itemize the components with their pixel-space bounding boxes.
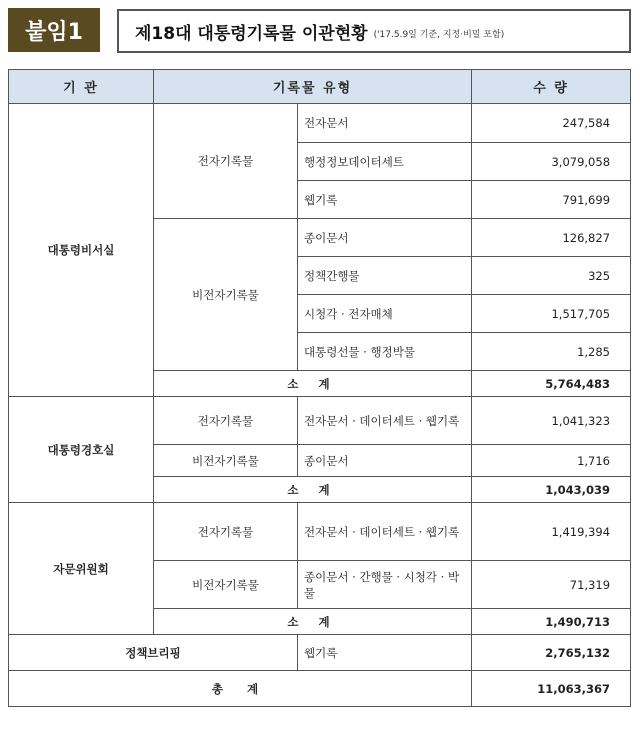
org-cell: 정책브리핑 — [9, 635, 298, 671]
table-row — [9, 503, 631, 561]
type-cell: 행정정보데이터세트 — [298, 143, 472, 181]
qty-cell: 2,765,132 — [472, 635, 631, 671]
table-row — [9, 104, 631, 143]
type-cell: 전자문서 — [298, 104, 472, 143]
qty-cell: 1,041,323 — [472, 397, 631, 445]
group-cell: 비전자기록물 — [154, 445, 298, 477]
header-qty: 수 량 — [472, 70, 631, 104]
org-cell: 대통령비서실 — [9, 104, 154, 397]
group-cell: 전자기록물 — [154, 104, 298, 219]
qty-cell: 3,079,058 — [472, 143, 631, 181]
table-row — [9, 397, 631, 445]
qty-cell: 325 — [472, 257, 631, 295]
header-type: 기록물 유형 — [154, 70, 472, 104]
records-table — [8, 69, 631, 707]
subtotal-value: 1,043,039 — [472, 477, 631, 503]
type-cell: 정책간행물 — [298, 257, 472, 295]
group-cell: 비전자기록물 — [154, 219, 298, 371]
org-cell: 자문위원회 — [9, 503, 154, 635]
header-org: 기 관 — [9, 70, 154, 104]
type-cell: 대통령선물 · 행정박물 — [298, 333, 472, 371]
qty-cell: 791,699 — [472, 181, 631, 219]
type-cell: 전자문서 · 데이터세트 · 웹기록 — [298, 503, 472, 561]
subtotal-value: 5,764,483 — [472, 371, 631, 397]
type-cell: 종이문서 — [298, 219, 472, 257]
qty-cell: 247,584 — [472, 104, 631, 143]
table-row — [9, 635, 631, 671]
total-label: 총 계 — [9, 671, 472, 707]
qty-cell: 1,285 — [472, 333, 631, 371]
type-cell: 웹기록 — [298, 181, 472, 219]
type-cell: 웹기록 — [298, 635, 472, 671]
total-value: 11,063,367 — [472, 671, 631, 707]
group-cell: 전자기록물 — [154, 397, 298, 445]
title-note: ('17.5.9일 기준, 지정·비밀 포함) — [373, 29, 505, 40]
subtotal-label: 소 계 — [154, 371, 472, 397]
org-cell: 대통령경호실 — [9, 397, 154, 503]
page-title: 제18대 대통령기록물 이관현황 — [135, 23, 368, 44]
qty-cell: 126,827 — [472, 219, 631, 257]
title-box — [117, 9, 631, 53]
qty-cell: 1,517,705 — [472, 295, 631, 333]
subtotal-label: 소 계 — [154, 477, 472, 503]
qty-cell: 1,716 — [472, 445, 631, 477]
total-row — [9, 671, 631, 707]
header-row — [9, 70, 631, 104]
attachment-badge: 붙임1 — [8, 8, 100, 52]
type-cell: 전자문서 · 데이터세트 · 웹기록 — [298, 397, 472, 445]
group-cell: 전자기록물 — [154, 503, 298, 561]
type-cell: 종이문서 — [298, 445, 472, 477]
type-cell: 종이문서 · 간행물 · 시청각 · 박물 — [298, 561, 472, 609]
subtotal-label: 소 계 — [154, 609, 472, 635]
qty-cell: 1,419,394 — [472, 503, 631, 561]
group-cell: 비전자기록물 — [154, 561, 298, 609]
type-cell: 시청각 · 전자매체 — [298, 295, 472, 333]
subtotal-value: 1,490,713 — [472, 609, 631, 635]
qty-cell: 71,319 — [472, 561, 631, 609]
